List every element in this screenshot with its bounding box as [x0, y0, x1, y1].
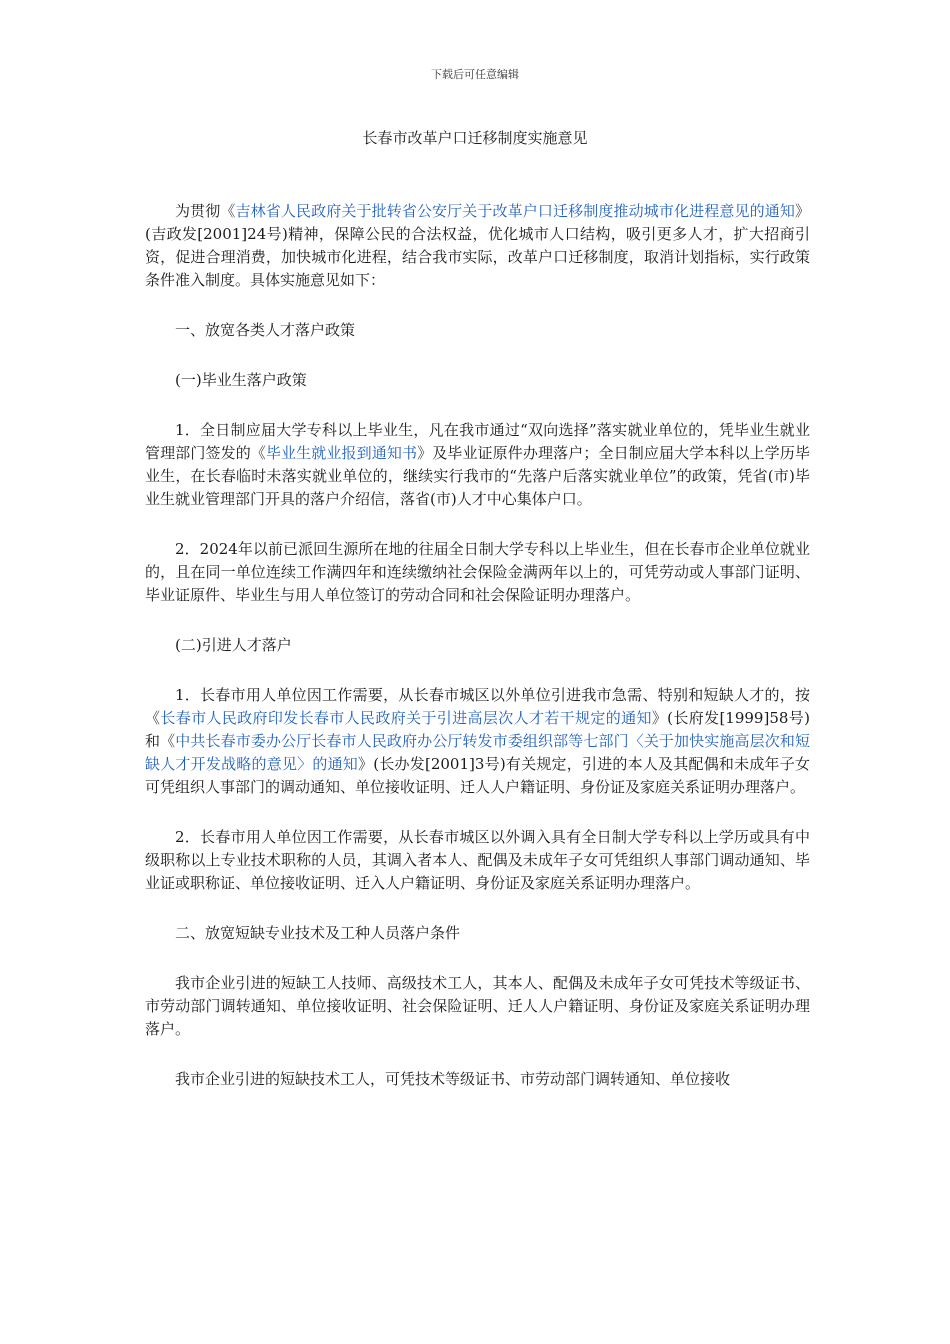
link-graduate-notice[interactable]: 毕业生就业报到通知书 — [265, 444, 418, 462]
link-party-office-notice[interactable]: 中共长春市委办公厅长春市人民政府办公厅转发市委组织部等七部门〈关于加快实施高层次和短缺人才开发战略的意见〉的通知 — [145, 732, 810, 773]
header-note: 下载后可任意编辑 — [431, 68, 519, 81]
section-2-paragraph-2: 我市企业引进的短缺技术工人，可凭技术等级证书、市劳动部门调转通知、单位接收 — [175, 1070, 731, 1088]
graduate-item-1: 1．全日制应届大学专科以上毕业生，凡在我市通过“双向选择”落实就业单位的，凭毕业生就业管理部门签发的《毕业生就业报到通知书》及毕业证原件办理落户；全日制应届大学本科以上学历毕业生，在长春临时未落实就业单位的，继续实行我市的“先落户后落实就业单位”的政策，凭省(市)毕业生就业管理部门开具的落户介绍信，落省(市)人才中心集体户口。 — [145, 421, 810, 508]
subsection-2-heading: (二)引进人才落户 — [175, 636, 292, 654]
graduate-item-2: 2．2024年以前已派回生源所在地的往届全日制大学专科以上毕业生，但在长春市企业单位就业的，且在同一单位连续工作满四年和连续缴纳社会保险金满两年以上的，可凭劳动或人事部门证明、毕业证原件、毕业生与用人单位签订的劳动合同和社会保险证明办理落户。 — [145, 540, 810, 604]
document-body — [145, 200, 810, 1091]
link-changchun-talent-notice[interactable]: 长春市人民政府印发长春市人民政府关于引进高层次人才若干规定的通知 — [160, 709, 652, 727]
link-jilin-notice[interactable]: 吉林省人民政府关于批转省公安厅关于改革户口迁移制度推动城市化进程意见的通知 — [235, 202, 795, 220]
section-1-heading: 一、放宽各类人才落户政策 — [175, 321, 356, 339]
document-title: 长春市改革户口迁移制度实施意见 — [362, 129, 588, 147]
talent-item-1: 1．长春市用人单位因工作需要，从长春市城区以外单位引进我市急需、特别和短缺人才的，按《长春市人民政府印发长春市人民政府关于引进高层次人才若干规定的通知》(长府发[1999]58号)和《中共长春市委办公厅长春市人民政府办公厅转发市委组织部等七部门〈关于加快实施高层次和短缺人才开发战略的意见〉的通知》(长办发[2001]3号)有关规定，引进的本人及其配偶和未成年子女可凭组织人事部门的调动通知、单位接收证明、迁人人户籍证明、身份证及家庭关系证明办理落户。 — [145, 686, 810, 796]
subsection-1-heading: (一)毕业生落户政策 — [175, 371, 307, 389]
section-2-paragraph-1: 我市企业引进的短缺工人技师、高级技术工人，其本人、配偶及未成年子女可凭技术等级证书、市劳动部门调转通知、单位接收证明、社会保险证明、迁人人户籍证明、身份证及家庭关系证明办理落户。 — [145, 974, 810, 1038]
talent-item-2: 2．长春市用人单位因工作需要，从长春市城区以外调入具有全日制大学专科以上学历或具有中级职称以上专业技术职称的人员，其调入者本人、配偶及未成年子女可凭组织人事部门调动通知、毕业证或职称证、单位接收证明、迁入人户籍证明、身份证及家庭关系证明办理落户。 — [145, 828, 810, 892]
intro-paragraph: 为贯彻《吉林省人民政府关于批转省公安厅关于改革户口迁移制度推动城市化进程意见的通知》(吉政发[2001]24号)精神，保障公民的合法权益，优化城市人口结构，吸引更多人才，扩大招商引资，促进合理消费，加快城市化进程，结合我市实际，改革户口迁移制度，取消计划指标，实行政策条件准入制度。具体实施意见如下： — [145, 202, 810, 289]
section-2-heading: 二、放宽短缺专业技术及工种人员落户条件 — [175, 924, 461, 942]
